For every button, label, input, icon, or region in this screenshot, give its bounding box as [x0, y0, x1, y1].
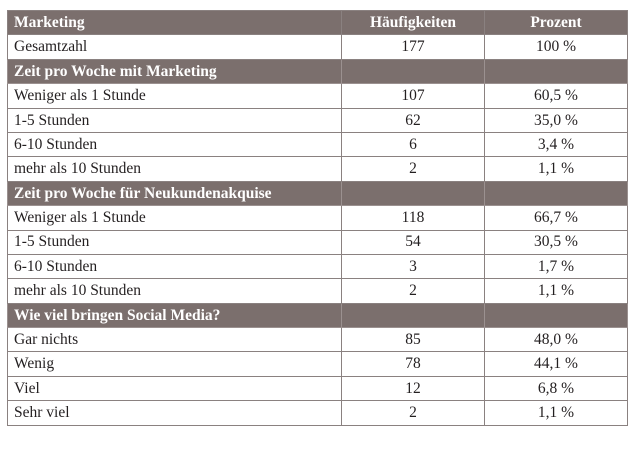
- row-percent: 1,1 %: [485, 279, 628, 303]
- section-header-row: [8, 303, 628, 327]
- row-label: Viel: [8, 376, 342, 400]
- row-count: 62: [342, 108, 485, 132]
- header-row: [8, 11, 628, 35]
- header-prozent: Prozent: [485, 11, 628, 35]
- total-percent: 100 %: [485, 35, 628, 59]
- table-row: [8, 108, 628, 132]
- row-count: 118: [342, 206, 485, 230]
- row-percent: 6,8 %: [485, 376, 628, 400]
- table-row: [8, 206, 628, 230]
- row-percent: 1,1 %: [485, 401, 628, 425]
- row-label: Gar nichts: [8, 328, 342, 352]
- row-count: 85: [342, 328, 485, 352]
- row-count: 2: [342, 401, 485, 425]
- header-haeufigkeiten: Häufigkeiten: [342, 11, 485, 35]
- total-count: 177: [342, 35, 485, 59]
- table-row: [8, 376, 628, 400]
- table-row: [8, 279, 628, 303]
- row-percent: 1,7 %: [485, 254, 628, 278]
- section-empty-cell: [485, 59, 628, 83]
- table-body: [8, 35, 628, 425]
- marketing-table: [7, 10, 628, 426]
- header-marketing: Marketing: [8, 11, 342, 35]
- row-label: Weniger als 1 Stunde: [8, 206, 342, 230]
- row-percent: 60,5 %: [485, 84, 628, 108]
- row-count: 78: [342, 352, 485, 376]
- row-count: 2: [342, 157, 485, 181]
- section-empty-cell: [342, 59, 485, 83]
- table-row: [8, 132, 628, 156]
- row-count: 12: [342, 376, 485, 400]
- row-label: Sehr viel: [8, 401, 342, 425]
- row-label: 6-10 Stunden: [8, 132, 342, 156]
- section-title: Zeit pro Woche mit Marketing: [8, 59, 342, 83]
- section-title: Zeit pro Woche für Neukundenakquise: [8, 181, 342, 205]
- row-label: mehr als 10 Stunden: [8, 157, 342, 181]
- row-label: Weniger als 1 Stunde: [8, 84, 342, 108]
- row-label: mehr als 10 Stunden: [8, 279, 342, 303]
- row-label: 1-5 Stunden: [8, 108, 342, 132]
- row-count: 2: [342, 279, 485, 303]
- row-percent: 44,1 %: [485, 352, 628, 376]
- total-row: [8, 35, 628, 59]
- section-title: Wie viel bringen Social Media?: [8, 303, 342, 327]
- table-row: [8, 157, 628, 181]
- row-percent: 3,4 %: [485, 132, 628, 156]
- row-label: 1-5 Stunden: [8, 230, 342, 254]
- row-percent: 30,5 %: [485, 230, 628, 254]
- table-row: [8, 328, 628, 352]
- section-header-row: [8, 181, 628, 205]
- section-empty-cell: [485, 303, 628, 327]
- row-count: 107: [342, 84, 485, 108]
- table-row: [8, 254, 628, 278]
- row-count: 3: [342, 254, 485, 278]
- table-row: [8, 230, 628, 254]
- total-label: Gesamtzahl: [8, 35, 342, 59]
- section-empty-cell: [485, 181, 628, 205]
- row-percent: 1,1 %: [485, 157, 628, 181]
- row-label: 6-10 Stunden: [8, 254, 342, 278]
- section-header-row: [8, 59, 628, 83]
- section-empty-cell: [342, 303, 485, 327]
- row-percent: 48,0 %: [485, 328, 628, 352]
- table-row: [8, 352, 628, 376]
- row-label: Wenig: [8, 352, 342, 376]
- row-count: 6: [342, 132, 485, 156]
- table-row: [8, 84, 628, 108]
- section-empty-cell: [342, 181, 485, 205]
- table-row: [8, 401, 628, 425]
- row-count: 54: [342, 230, 485, 254]
- row-percent: 35,0 %: [485, 108, 628, 132]
- row-percent: 66,7 %: [485, 206, 628, 230]
